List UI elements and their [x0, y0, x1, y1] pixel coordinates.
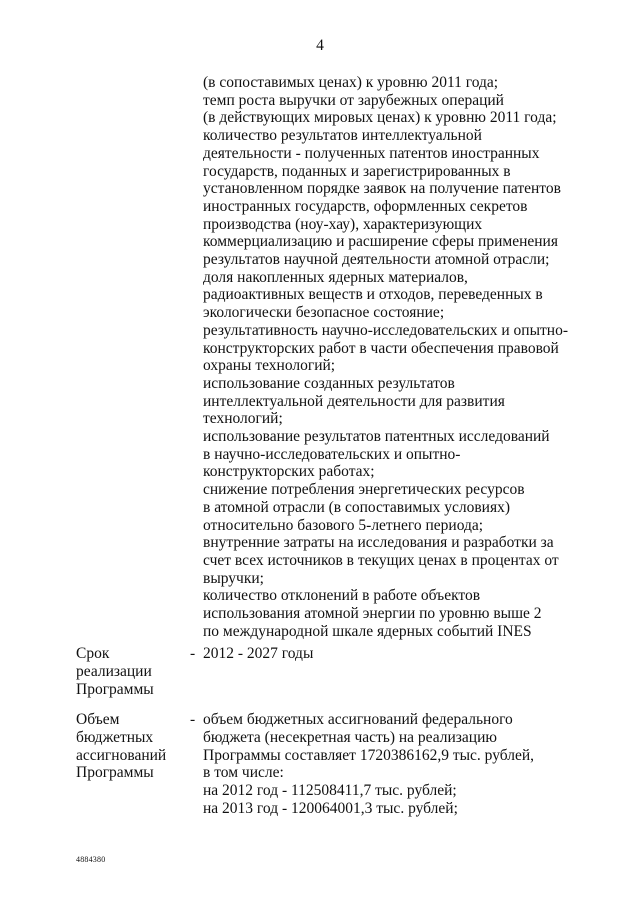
indicator-line: результатов научной деятельности атомной отрасли; — [203, 251, 550, 269]
period-term-line: реализации — [76, 662, 152, 680]
period-value-line: 2012 - 2027 годы — [203, 645, 314, 662]
budget-term-line: ассигнований — [76, 746, 167, 764]
budget-value-line: объем бюджетных ассигнований федерального — [203, 711, 513, 728]
indicator-line: деятельности - полученных патентов иностранных — [203, 144, 540, 162]
indicator-line: государств, поданных и зарегистрированных в — [203, 162, 511, 180]
budget-term-line: Объем — [76, 711, 120, 728]
budget-value-line: бюджета (несекретная часть) на реализацию — [203, 728, 497, 746]
indicator-line: коммерциализацию и расширение сферы применения — [203, 233, 558, 251]
indicator-line: доля накопленных ядерных материалов, — [203, 268, 468, 286]
indicator-line: интеллектуальной деятельности для развития — [203, 392, 505, 410]
indicator-line: результативность научно-исследовательских и опытно- — [203, 321, 568, 339]
indicator-line: по международной шкале ядерных событий INES — [203, 622, 532, 640]
indicator-line: выручки; — [203, 569, 264, 587]
budget-value-line: на 2012 год - 112508411,7 тыс. рублей; — [203, 782, 457, 800]
document-code: 4884380 — [76, 855, 106, 864]
budget-value-line: на 2013 год - 120064001,3 тыс. рублей; — [203, 799, 458, 817]
indicator-line: производства (ноу-хау), характеризующих — [203, 215, 483, 233]
period-term — [76, 645, 186, 698]
indicator-line: технологий; — [203, 410, 283, 428]
period-term-line: Срок — [76, 645, 110, 662]
indicator-line: количество отклонений в работе объектов — [203, 587, 481, 605]
indicator-line: использование созданных результатов — [203, 374, 455, 392]
period-dash: - — [190, 645, 196, 662]
indicator-line: внутренние затраты на исследования и разработки за — [203, 534, 554, 552]
indicator-line: установленном порядке заявок на получение патентов — [203, 180, 561, 198]
indicator-line: радиоактивных веществ и отходов, переведенных в — [203, 286, 543, 304]
indicator-line: иностранных государств, оформленных секретов — [203, 197, 528, 215]
budget-term-line: Программы — [76, 764, 154, 782]
indicator-line: охраны технологий; — [203, 357, 336, 375]
period-value — [203, 645, 633, 663]
indicator-line: использования атомной энергии по уровню выше 2 — [203, 605, 542, 623]
indicator-line: использование результатов патентных исследований — [203, 428, 550, 446]
target-indicators-list — [203, 74, 623, 641]
indicator-line: (в действующих мировых ценах) к уровню 2011 года; — [203, 109, 557, 127]
budget-term — [76, 711, 186, 782]
budget-dash: - — [190, 711, 196, 728]
page-number: 4 — [316, 37, 324, 54]
period-term-line: Программы — [76, 680, 154, 698]
indicator-line: экологически безопасное состояние; — [203, 304, 445, 322]
budget-value-line: в том числе: — [203, 764, 284, 782]
budget-value — [203, 711, 633, 818]
indicator-line: относительно базового 5-летнего периода; — [203, 516, 484, 534]
indicator-line: конструкторских работах; — [203, 463, 375, 481]
indicator-line: конструкторских работ в части обеспечения правовой — [203, 339, 559, 357]
indicator-line: темп роста выручки от зарубежных операций — [203, 91, 504, 109]
indicator-line: в научно-исследовательских и опытно- — [203, 445, 461, 463]
indicator-line: в атомной отрасли (в сопоставимых условиях) — [203, 498, 511, 516]
budget-value-line: Программы составляет 1720386162,9 тыс. рублей, — [203, 746, 535, 764]
indicator-line: снижение потребления энергетических ресурсов — [203, 481, 525, 499]
indicator-line: количество результатов интеллектуальной — [203, 127, 482, 145]
indicator-line: (в сопоставимых ценах) к уровню 2011 года; — [203, 74, 499, 91]
budget-term-line: бюджетных — [76, 728, 154, 746]
indicator-line: счет всех источников в текущих ценах в процентах от — [203, 551, 559, 569]
